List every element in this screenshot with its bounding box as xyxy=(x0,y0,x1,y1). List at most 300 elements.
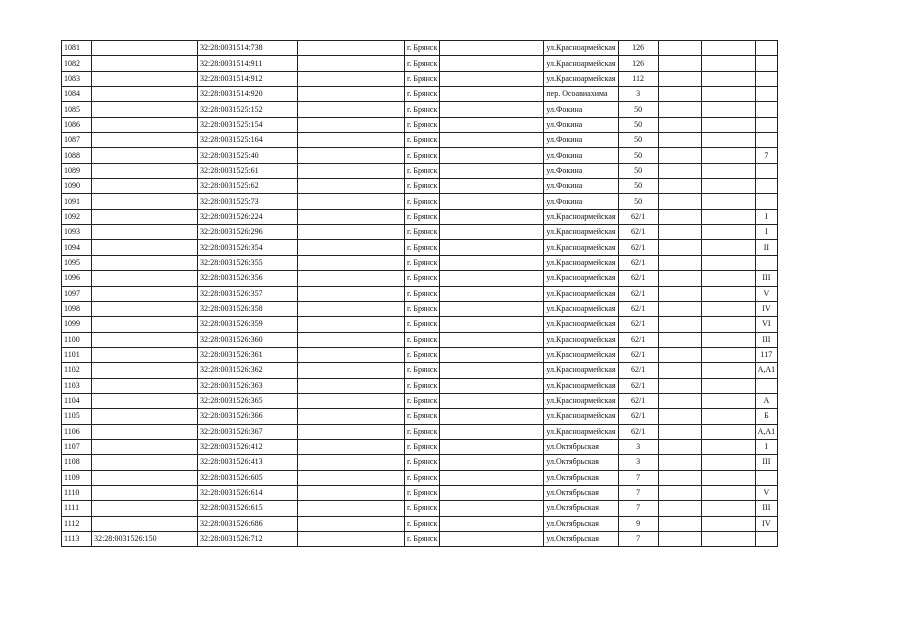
row-number-cell: 1093 xyxy=(62,225,92,240)
city-cell: г. Брянск xyxy=(405,516,440,531)
house-number-cell: 50 xyxy=(618,102,658,117)
building-letter-cell: I xyxy=(755,225,778,240)
blank-cell xyxy=(701,255,755,270)
row-number-cell: 1100 xyxy=(62,332,92,347)
row-number-cell: 1098 xyxy=(62,301,92,316)
row-number-cell: 1083 xyxy=(62,71,92,86)
parent-cadastral-number-cell xyxy=(92,286,198,301)
blank-cell xyxy=(658,347,701,362)
house-number-cell: 50 xyxy=(618,117,658,132)
building-letter-cell xyxy=(755,102,778,117)
table-row xyxy=(62,363,778,378)
city-cell: г. Брянск xyxy=(405,271,440,286)
house-number-cell: 62/1 xyxy=(618,424,658,439)
blank-cell xyxy=(701,470,755,485)
blank-cell xyxy=(440,209,544,224)
house-number-cell: 62/1 xyxy=(618,363,658,378)
parent-cadastral-number-cell xyxy=(92,470,198,485)
property-register-table xyxy=(61,40,778,547)
blank-cell xyxy=(658,41,701,56)
row-number-cell: 1085 xyxy=(62,102,92,117)
row-number-cell: 1087 xyxy=(62,133,92,148)
building-letter-cell: А,А1 xyxy=(755,363,778,378)
table-row xyxy=(62,148,778,163)
city-cell: г. Брянск xyxy=(405,439,440,454)
house-number-cell: 126 xyxy=(618,56,658,71)
table-row xyxy=(62,71,778,86)
blank-cell xyxy=(701,71,755,86)
register-sheet xyxy=(61,40,778,547)
cadastral-number-cell: 32:28:0031525:154 xyxy=(198,117,298,132)
building-letter-cell: III xyxy=(755,501,778,516)
building-letter-cell xyxy=(755,133,778,148)
building-letter-cell: V xyxy=(755,286,778,301)
cadastral-number-cell: 32:28:0031526:356 xyxy=(198,271,298,286)
row-number-cell: 1097 xyxy=(62,286,92,301)
row-number-cell: 1086 xyxy=(62,117,92,132)
blank-cell xyxy=(298,179,405,194)
blank-cell xyxy=(658,255,701,270)
blank-cell xyxy=(298,255,405,270)
street-cell: ул.Фокина xyxy=(544,102,618,117)
street-cell: ул.Фокина xyxy=(544,179,618,194)
table-row xyxy=(62,485,778,500)
blank-cell xyxy=(658,424,701,439)
cadastral-number-cell: 32:28:0031526:605 xyxy=(198,470,298,485)
street-cell: ул.Октябрьская xyxy=(544,532,618,547)
table-row xyxy=(62,286,778,301)
blank-cell xyxy=(298,87,405,102)
city-cell: г. Брянск xyxy=(405,332,440,347)
building-letter-cell xyxy=(755,41,778,56)
parent-cadastral-number-cell xyxy=(92,71,198,86)
city-cell: г. Брянск xyxy=(405,71,440,86)
cadastral-number-cell: 32:28:0031526:712 xyxy=(198,532,298,547)
house-number-cell: 112 xyxy=(618,71,658,86)
city-cell: г. Брянск xyxy=(405,501,440,516)
row-number-cell: 1111 xyxy=(62,501,92,516)
blank-cell xyxy=(440,532,544,547)
blank-cell xyxy=(440,347,544,362)
building-letter-cell: II xyxy=(755,240,778,255)
cadastral-number-cell: 32:28:0031525:73 xyxy=(198,194,298,209)
blank-cell xyxy=(298,363,405,378)
house-number-cell: 50 xyxy=(618,179,658,194)
row-number-cell: 1113 xyxy=(62,532,92,547)
cadastral-number-cell: 32:28:0031525:61 xyxy=(198,163,298,178)
table-row xyxy=(62,378,778,393)
street-cell: ул.Фокина xyxy=(544,194,618,209)
table-row xyxy=(62,271,778,286)
cadastral-number-cell: 32:28:0031526:354 xyxy=(198,240,298,255)
blank-cell xyxy=(440,439,544,454)
table-row xyxy=(62,455,778,470)
street-cell: ул.Красноармейская xyxy=(544,271,618,286)
row-number-cell: 1084 xyxy=(62,87,92,102)
building-letter-cell xyxy=(755,194,778,209)
parent-cadastral-number-cell xyxy=(92,148,198,163)
table-row xyxy=(62,424,778,439)
blank-cell xyxy=(440,163,544,178)
blank-cell xyxy=(658,363,701,378)
parent-cadastral-number-cell xyxy=(92,317,198,332)
blank-cell xyxy=(298,271,405,286)
city-cell: г. Брянск xyxy=(405,317,440,332)
parent-cadastral-number-cell xyxy=(92,194,198,209)
blank-cell xyxy=(440,117,544,132)
blank-cell xyxy=(701,56,755,71)
blank-cell xyxy=(658,56,701,71)
table-row xyxy=(62,439,778,454)
blank-cell xyxy=(701,41,755,56)
parent-cadastral-number-cell xyxy=(92,117,198,132)
row-number-cell: 1094 xyxy=(62,240,92,255)
table-row xyxy=(62,301,778,316)
building-letter-cell xyxy=(755,378,778,393)
parent-cadastral-number-cell xyxy=(92,485,198,500)
parent-cadastral-number-cell xyxy=(92,455,198,470)
street-cell: ул.Красноармейская xyxy=(544,209,618,224)
parent-cadastral-number-cell xyxy=(92,209,198,224)
blank-cell xyxy=(440,225,544,240)
row-number-cell: 1090 xyxy=(62,179,92,194)
city-cell: г. Брянск xyxy=(405,179,440,194)
table-row xyxy=(62,332,778,347)
house-number-cell: 3 xyxy=(618,87,658,102)
parent-cadastral-number-cell xyxy=(92,439,198,454)
street-cell: ул.Октябрьская xyxy=(544,485,618,500)
table-row xyxy=(62,501,778,516)
blank-cell xyxy=(701,532,755,547)
street-cell: ул.Красноармейская xyxy=(544,317,618,332)
street-cell: ул.Красноармейская xyxy=(544,363,618,378)
street-cell: ул.Красноармейская xyxy=(544,332,618,347)
table-row xyxy=(62,133,778,148)
house-number-cell: 62/1 xyxy=(618,225,658,240)
blank-cell xyxy=(298,117,405,132)
blank-cell xyxy=(298,286,405,301)
blank-cell xyxy=(298,332,405,347)
house-number-cell: 62/1 xyxy=(618,347,658,362)
blank-cell xyxy=(701,179,755,194)
cadastral-number-cell: 32:28:0031525:62 xyxy=(198,179,298,194)
cadastral-number-cell: 32:28:0031526:412 xyxy=(198,439,298,454)
street-cell: ул.Красноармейская xyxy=(544,301,618,316)
city-cell: г. Брянск xyxy=(405,194,440,209)
city-cell: г. Брянск xyxy=(405,163,440,178)
street-cell: пер. Осоавиахима xyxy=(544,87,618,102)
parent-cadastral-number-cell xyxy=(92,133,198,148)
blank-cell xyxy=(658,501,701,516)
blank-cell xyxy=(298,516,405,531)
blank-cell xyxy=(701,363,755,378)
building-letter-cell xyxy=(755,87,778,102)
blank-cell xyxy=(440,424,544,439)
street-cell: ул.Фокина xyxy=(544,117,618,132)
parent-cadastral-number-cell xyxy=(92,179,198,194)
building-letter-cell xyxy=(755,71,778,86)
city-cell: г. Брянск xyxy=(405,286,440,301)
register-body xyxy=(62,41,778,547)
house-number-cell: 62/1 xyxy=(618,301,658,316)
blank-cell xyxy=(298,41,405,56)
building-letter-cell: IV xyxy=(755,516,778,531)
table-row xyxy=(62,393,778,408)
building-letter-cell xyxy=(755,255,778,270)
street-cell: ул.Красноармейская xyxy=(544,41,618,56)
blank-cell xyxy=(298,240,405,255)
blank-cell xyxy=(440,102,544,117)
blank-cell xyxy=(298,409,405,424)
blank-cell xyxy=(298,209,405,224)
blank-cell xyxy=(701,301,755,316)
house-number-cell: 50 xyxy=(618,148,658,163)
blank-cell xyxy=(658,332,701,347)
row-number-cell: 1112 xyxy=(62,516,92,531)
city-cell: г. Брянск xyxy=(405,301,440,316)
building-letter-cell xyxy=(755,117,778,132)
row-number-cell: 1096 xyxy=(62,271,92,286)
table-row xyxy=(62,179,778,194)
parent-cadastral-number-cell xyxy=(92,378,198,393)
house-number-cell: 7 xyxy=(618,532,658,547)
city-cell: г. Брянск xyxy=(405,532,440,547)
blank-cell xyxy=(298,378,405,393)
parent-cadastral-number-cell xyxy=(92,240,198,255)
parent-cadastral-number-cell xyxy=(92,424,198,439)
blank-cell xyxy=(658,87,701,102)
blank-cell xyxy=(701,163,755,178)
parent-cadastral-number-cell xyxy=(92,363,198,378)
blank-cell xyxy=(440,501,544,516)
blank-cell xyxy=(298,439,405,454)
parent-cadastral-number-cell xyxy=(92,409,198,424)
parent-cadastral-number-cell xyxy=(92,255,198,270)
row-number-cell: 1091 xyxy=(62,194,92,209)
parent-cadastral-number-cell xyxy=(92,516,198,531)
blank-cell xyxy=(440,194,544,209)
building-letter-cell: 117 xyxy=(755,347,778,362)
table-row xyxy=(62,409,778,424)
street-cell: ул.Красноармейская xyxy=(544,240,618,255)
city-cell: г. Брянск xyxy=(405,409,440,424)
row-number-cell: 1105 xyxy=(62,409,92,424)
blank-cell xyxy=(658,317,701,332)
cadastral-number-cell: 32:28:0031526:361 xyxy=(198,347,298,362)
blank-cell xyxy=(298,501,405,516)
street-cell: ул.Фокина xyxy=(544,133,618,148)
cadastral-number-cell: 32:28:0031525:40 xyxy=(198,148,298,163)
building-letter-cell: А xyxy=(755,393,778,408)
parent-cadastral-number-cell xyxy=(92,332,198,347)
blank-cell xyxy=(298,56,405,71)
blank-cell xyxy=(298,455,405,470)
cadastral-number-cell: 32:28:0031514:738 xyxy=(198,41,298,56)
row-number-cell: 1089 xyxy=(62,163,92,178)
blank-cell xyxy=(298,424,405,439)
blank-cell xyxy=(298,301,405,316)
row-number-cell: 1104 xyxy=(62,393,92,408)
city-cell: г. Брянск xyxy=(405,133,440,148)
cadastral-number-cell: 32:28:0031526:224 xyxy=(198,209,298,224)
house-number-cell: 62/1 xyxy=(618,378,658,393)
building-letter-cell: V xyxy=(755,485,778,500)
house-number-cell: 62/1 xyxy=(618,393,658,408)
table-row xyxy=(62,194,778,209)
blank-cell xyxy=(440,56,544,71)
blank-cell xyxy=(701,209,755,224)
blank-cell xyxy=(658,179,701,194)
blank-cell xyxy=(298,347,405,362)
blank-cell xyxy=(658,240,701,255)
cadastral-number-cell: 32:28:0031526:413 xyxy=(198,455,298,470)
blank-cell xyxy=(440,271,544,286)
street-cell: ул.Красноармейская xyxy=(544,409,618,424)
blank-cell xyxy=(658,409,701,424)
blank-cell xyxy=(701,317,755,332)
parent-cadastral-number-cell xyxy=(92,271,198,286)
blank-cell xyxy=(658,225,701,240)
blank-cell xyxy=(701,439,755,454)
parent-cadastral-number-cell xyxy=(92,501,198,516)
city-cell: г. Брянск xyxy=(405,470,440,485)
blank-cell xyxy=(658,532,701,547)
blank-cell xyxy=(440,41,544,56)
blank-cell xyxy=(440,240,544,255)
blank-cell xyxy=(701,501,755,516)
city-cell: г. Брянск xyxy=(405,117,440,132)
row-number-cell: 1103 xyxy=(62,378,92,393)
row-number-cell: 1102 xyxy=(62,363,92,378)
blank-cell xyxy=(658,439,701,454)
parent-cadastral-number-cell xyxy=(92,56,198,71)
blank-cell xyxy=(701,194,755,209)
blank-cell xyxy=(298,163,405,178)
street-cell: ул.Фокина xyxy=(544,148,618,163)
cadastral-number-cell: 32:28:0031526:362 xyxy=(198,363,298,378)
parent-cadastral-number-cell xyxy=(92,301,198,316)
house-number-cell: 62/1 xyxy=(618,240,658,255)
blank-cell xyxy=(701,87,755,102)
house-number-cell: 3 xyxy=(618,439,658,454)
blank-cell xyxy=(298,194,405,209)
cadastral-number-cell: 32:28:0031514:912 xyxy=(198,71,298,86)
table-row xyxy=(62,225,778,240)
street-cell: ул.Октябрьская xyxy=(544,455,618,470)
cadastral-number-cell: 32:28:0031526:615 xyxy=(198,501,298,516)
house-number-cell: 3 xyxy=(618,455,658,470)
city-cell: г. Брянск xyxy=(405,209,440,224)
city-cell: г. Брянск xyxy=(405,424,440,439)
blank-cell xyxy=(658,209,701,224)
blank-cell xyxy=(298,148,405,163)
table-row xyxy=(62,163,778,178)
cadastral-number-cell: 32:28:0031526:355 xyxy=(198,255,298,270)
city-cell: г. Брянск xyxy=(405,56,440,71)
street-cell: ул.Октябрьская xyxy=(544,439,618,454)
parent-cadastral-number-cell xyxy=(92,163,198,178)
blank-cell xyxy=(701,409,755,424)
blank-cell xyxy=(440,455,544,470)
blank-cell xyxy=(701,347,755,362)
blank-cell xyxy=(298,532,405,547)
blank-cell xyxy=(701,240,755,255)
row-number-cell: 1106 xyxy=(62,424,92,439)
street-cell: ул.Красноармейская xyxy=(544,71,618,86)
building-letter-cell xyxy=(755,163,778,178)
blank-cell xyxy=(658,286,701,301)
table-row xyxy=(62,117,778,132)
blank-cell xyxy=(440,133,544,148)
blank-cell xyxy=(298,470,405,485)
city-cell: г. Брянск xyxy=(405,363,440,378)
blank-cell xyxy=(658,117,701,132)
city-cell: г. Брянск xyxy=(405,455,440,470)
blank-cell xyxy=(440,255,544,270)
street-cell: ул.Красноармейская xyxy=(544,347,618,362)
city-cell: г. Брянск xyxy=(405,240,440,255)
cadastral-number-cell: 32:28:0031526:367 xyxy=(198,424,298,439)
blank-cell xyxy=(440,317,544,332)
table-row xyxy=(62,532,778,547)
house-number-cell: 62/1 xyxy=(618,409,658,424)
cadastral-number-cell: 32:28:0031526:360 xyxy=(198,332,298,347)
building-letter-cell xyxy=(755,470,778,485)
house-number-cell: 62/1 xyxy=(618,286,658,301)
row-number-cell: 1108 xyxy=(62,455,92,470)
row-number-cell: 1082 xyxy=(62,56,92,71)
blank-cell xyxy=(658,455,701,470)
blank-cell xyxy=(658,516,701,531)
parent-cadastral-number-cell xyxy=(92,87,198,102)
blank-cell xyxy=(658,71,701,86)
row-number-cell: 1088 xyxy=(62,148,92,163)
city-cell: г. Брянск xyxy=(405,255,440,270)
city-cell: г. Брянск xyxy=(405,102,440,117)
blank-cell xyxy=(440,485,544,500)
street-cell: ул.Красноармейская xyxy=(544,255,618,270)
building-letter-cell xyxy=(755,532,778,547)
table-row xyxy=(62,41,778,56)
blank-cell xyxy=(298,393,405,408)
building-letter-cell: III xyxy=(755,271,778,286)
table-row xyxy=(62,347,778,362)
street-cell: ул.Фокина xyxy=(544,163,618,178)
house-number-cell: 50 xyxy=(618,133,658,148)
row-number-cell: 1099 xyxy=(62,317,92,332)
row-number-cell: 1081 xyxy=(62,41,92,56)
street-cell: ул.Октябрьская xyxy=(544,501,618,516)
building-letter-cell xyxy=(755,56,778,71)
cadastral-number-cell: 32:28:0031526:614 xyxy=(198,485,298,500)
house-number-cell: 126 xyxy=(618,41,658,56)
street-cell: ул.Красноармейская xyxy=(544,225,618,240)
blank-cell xyxy=(440,409,544,424)
house-number-cell: 62/1 xyxy=(618,332,658,347)
blank-cell xyxy=(658,163,701,178)
row-number-cell: 1095 xyxy=(62,255,92,270)
blank-cell xyxy=(440,363,544,378)
blank-cell xyxy=(298,225,405,240)
blank-cell xyxy=(701,225,755,240)
blank-cell xyxy=(440,286,544,301)
cadastral-number-cell: 32:28:0031526:365 xyxy=(198,393,298,408)
building-letter-cell: IV xyxy=(755,301,778,316)
blank-cell xyxy=(701,424,755,439)
parent-cadastral-number-cell xyxy=(92,347,198,362)
blank-cell xyxy=(701,378,755,393)
table-row xyxy=(62,470,778,485)
